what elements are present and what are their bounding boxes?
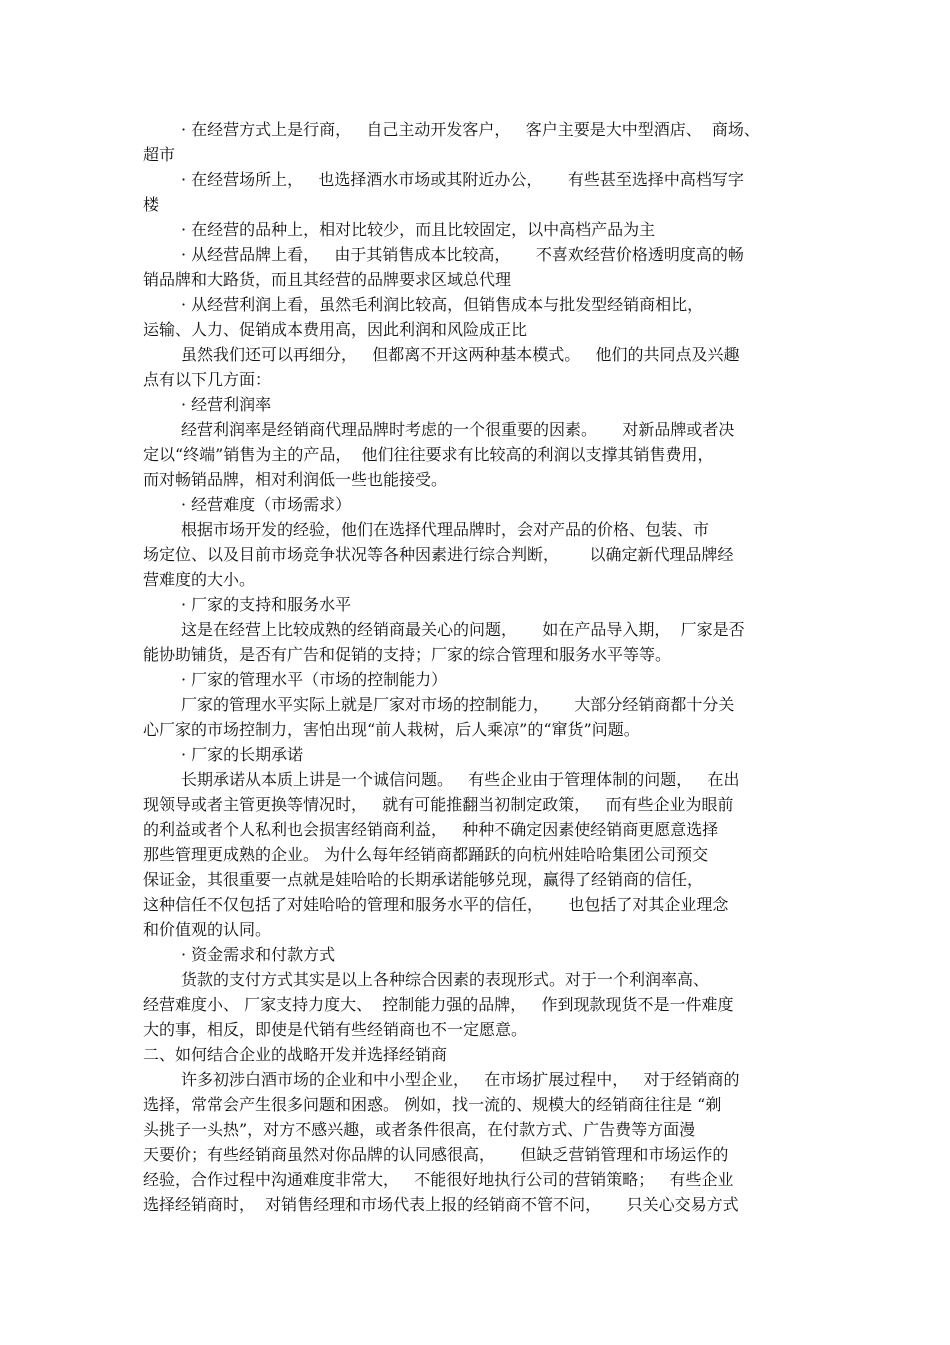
text-line: 而对畅销品牌，相对利润低一些也能接受。 [143,470,448,489]
text-line: 楼 [143,195,160,214]
text-line: 长期承诺从本质上讲是一个诚信问题。 有些企业由于管理体制的问题， 在出 [181,770,740,789]
text-line: · 在经营的品种上，相对比较少，而且比较固定，以中高档产品为主 [181,220,656,239]
text-line: · 经营难度（市场需求） [181,495,352,514]
text-line: 定以“终端”销售为主的产品， 他们往往要求有比较高的利润以支撑其销售费用， [143,445,714,464]
document-page [143,117,803,1217]
text-line: 的利益或者个人私利也会损害经销商利益， 种种不确定因素使经销商更愿意选择 [143,820,719,839]
text-line: 许多初涉白酒市场的企业和中小型企业， 在市场扩展过程中， 对于经销商的 [181,1070,740,1089]
text-line: · 在经营方式上是行商， 自己主动开发客户， 客户主要是大中型酒店、 商场、 [181,120,760,139]
text-line: 这是在经营上比较成熟的经销商最关心的问题， 如在产品导入期， 厂家是否 [181,620,745,639]
text-line: 场定位、以及目前市场竞争状况等各种因素进行综合判断， 以确定新代理品牌经 [143,545,734,564]
text-line: 虽然我们还可以再细分， 但都离不开这两种基本模式。 他们的共同点及兴趣 [181,345,740,364]
text-line: · 经营利润率 [181,395,272,414]
text-line: 超市 [143,145,176,164]
text-line: 销品牌和大路货，而且其经营的品牌要求区域总代理 [143,270,512,289]
text-line: · 厂家的支持和服务水平 [181,595,352,614]
text-line: 点有以下几方面： [143,370,272,389]
text-line: · 厂家的管理水平（市场的控制能力） [181,670,448,689]
text-line: · 从经营品牌上看， 由于其销售成本比较高， 不喜欢经营价格透明度高的畅 [181,245,744,264]
text-line: 这种信任不仅包括了对娃哈哈的管理和服务水平的信任， 也包括了对其企业理念 [143,895,729,914]
text-line: 头挑子一头热”，对方不感兴趣，或者条件很高，在付款方式、广告费等方面漫 [143,1120,696,1139]
text-line: 和价值观的认同。 [143,920,272,939]
text-line: 能协助铺货，是否有广告和促销的支持；厂家的综合管理和服务水平等等。 [143,645,672,664]
text-line: 天要价；有些经销商虽然对你品牌的认同感很高， 但缺乏营销管理和市场运作的 [143,1145,729,1164]
text-line: 货款的支付方式其实是以上各种综合因素的表现形式。对于一个利润率高、 [181,970,710,989]
text-line: 现领导或者主管更换等情况时， 就有可能推翻当初制定政策， 而有些企业为眼前 [143,795,734,814]
text-line: 运输、人力、促销成本费用高，因此利润和风险成正比 [143,320,528,339]
text-line: · 资金需求和付款方式 [181,945,336,964]
text-line: · 在经营场所上， 也选择酒水市场或其附近办公， 有些甚至选择中高档写字 [181,170,744,189]
text-line: 选择，常常会产生很多问题和困惑。 例如，找一流的、规模大的经销商往往是 “剃 [143,1095,722,1114]
text-line: 二、如何结合企业的战略开发并选择经销商 [143,1045,448,1064]
text-line: 心厂家的市场控制力，害怕出现“前人栽树，后人乘凉”的“窜货”问题。 [143,720,640,739]
text-line: 保证金，其很重要一点就是娃哈哈的长期承诺能够兑现，赢得了经销商的信任， [143,870,704,889]
text-line: · 从经营利润上看，虽然毛利润比较高，但销售成本与批发型经销商相比， [181,295,704,314]
text-line: 经营利润率是经销商代理品牌时考虑的一个很重要的因素。 对新品牌或者决 [181,420,735,439]
text-line: 大的事，相反，即使是代销有些经销商也不一定愿意。 [143,1020,528,1039]
text-line: 经营难度小、 厂家支持力度大、 控制能力强的品牌， 作到现款现货不是一件难度 [143,995,734,1014]
text-line: · 厂家的长期承诺 [181,745,304,764]
text-line: 营难度的大小。 [143,570,256,589]
text-line: 经验，合作过程中沟通难度非常大， 不能很好地执行公司的营销策略； 有些企业 [143,1170,734,1189]
text-line: 根据市场开发的经验，他们在选择代理品牌时，会对产品的价格、包装、市 [181,520,710,539]
text-line: 那些管理更成熟的企业。 为什么每年经销商都踊跃的向杭州娃哈哈集团公司预交 [143,845,709,864]
text-line: 选择经销商时， 对销售经理和市场代表上报的经销商不管不问， 只关心交易方式 [143,1195,739,1214]
text-line: 厂家的管理水平实际上就是厂家对市场的控制能力， 大部分经销商都十分关 [181,695,735,714]
